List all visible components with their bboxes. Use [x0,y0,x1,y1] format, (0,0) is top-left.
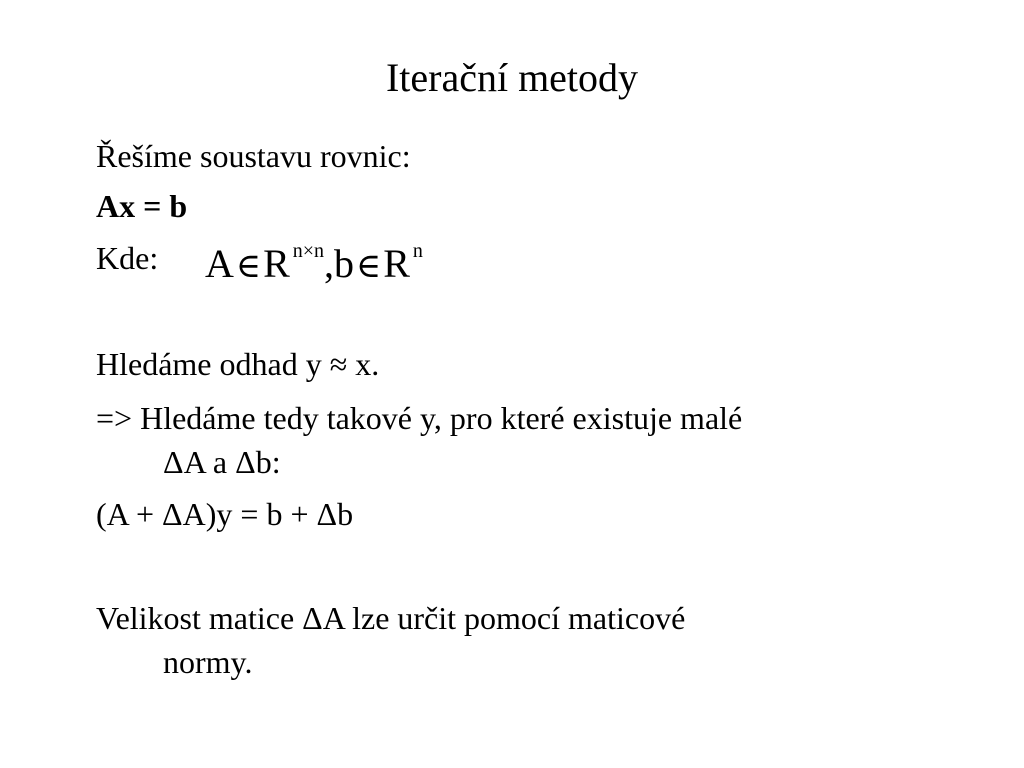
text-line-norm-cont: normy. [163,644,253,680]
math-formula [205,238,423,297]
text-line-equation: Ax = b [96,188,188,224]
formula-R-2: R [383,241,410,286]
text-line-norm: Velikost matice ΔA lze určit pomocí maticové [96,600,686,636]
text-line-search: => Hledáme tedy takové y, pro které existuje malé [96,400,743,436]
text-line-where: Kde: [96,240,159,276]
text-line-intro: Řešíme soustavu rovnic: [96,138,411,174]
formula-A: A [205,241,234,286]
formula-element-of-1: ∈ [235,248,262,285]
slide-title: Iterační metody [385,55,639,100]
text-line-perturbed-equation: (A + ΔA)y = b + Δb [96,496,354,532]
formula-superscript-2: n [412,240,423,262]
formula-comma: , [324,241,335,286]
formula-R-1: R [263,241,290,286]
text-line-estimate: Hledáme odhad y ≈ x. [96,346,380,382]
text-line-search-cont: ΔA a Δb: [163,444,281,480]
formula-b: b [334,241,355,286]
formula-element-of-2: ∈ [356,248,382,285]
formula-superscript-1: n×n [292,240,325,262]
